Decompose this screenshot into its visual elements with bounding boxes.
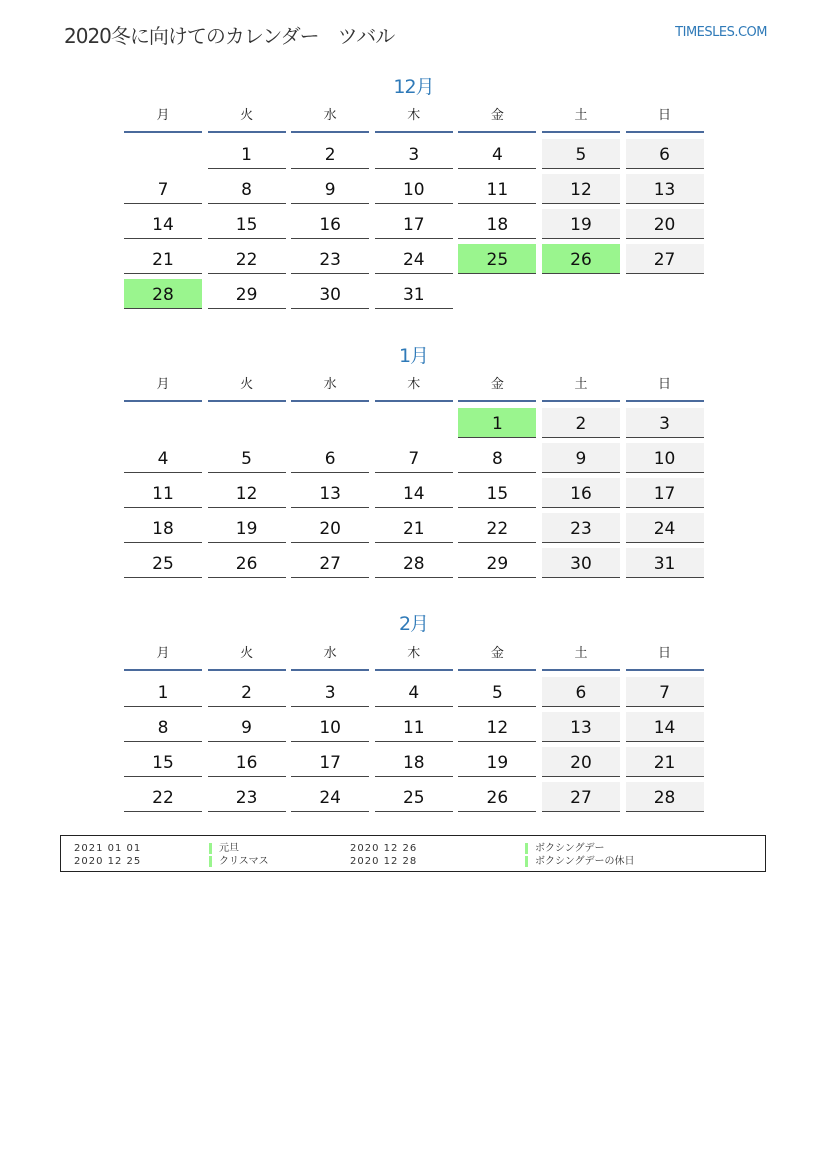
month-title: 1月 <box>398 345 429 367</box>
day-cell[interactable]: 18 <box>458 209 536 239</box>
day-cell[interactable]: 3 <box>626 408 704 438</box>
legend-date: 2020 12 28 <box>350 856 418 867</box>
day-cell[interactable]: 17 <box>626 478 704 508</box>
page-title: 2020冬に向けてのカレンダー ツバル <box>64 24 395 48</box>
holiday-legend <box>60 835 766 872</box>
day-cell[interactable]: 31 <box>375 279 453 309</box>
month-title: 2月 <box>398 613 429 635</box>
month-title: 12月 <box>393 76 434 98</box>
weekday-header: 木 <box>375 644 453 671</box>
day-cell[interactable]: 23 <box>291 244 369 274</box>
day-cell[interactable]: 14 <box>626 712 704 742</box>
empty-day-cell <box>542 279 620 309</box>
day-cell[interactable]: 20 <box>291 513 369 543</box>
day-cell[interactable]: 13 <box>291 478 369 508</box>
day-cell[interactable]: 9 <box>542 443 620 473</box>
day-cell[interactable]: 17 <box>375 209 453 239</box>
day-cell[interactable]: 26 <box>458 782 536 812</box>
weekday-header: 土 <box>542 644 620 671</box>
weekday-header: 水 <box>291 644 369 671</box>
month-grid <box>124 106 704 309</box>
day-cell[interactable]: 1 <box>208 139 286 169</box>
day-cell[interactable]: 22 <box>124 782 202 812</box>
month-grid <box>124 644 704 812</box>
day-cell[interactable]: 30 <box>542 548 620 578</box>
day-cell[interactable]: 6 <box>542 677 620 707</box>
weekday-header: 水 <box>291 106 369 133</box>
day-cell[interactable]: 21 <box>375 513 453 543</box>
day-cell[interactable]: 23 <box>208 782 286 812</box>
empty-day-cell <box>291 408 369 438</box>
legend-date: 2020 12 26 <box>350 843 418 854</box>
legend-holiday-name: ボクシングデー <box>525 843 605 854</box>
day-cell[interactable]: 26 <box>542 244 620 274</box>
day-cell[interactable]: 8 <box>124 712 202 742</box>
weekday-header: 水 <box>291 375 369 402</box>
empty-day-cell <box>626 279 704 309</box>
day-cell[interactable]: 11 <box>375 712 453 742</box>
day-cell[interactable]: 16 <box>542 478 620 508</box>
day-cell[interactable]: 8 <box>458 443 536 473</box>
weekday-header: 金 <box>458 375 536 402</box>
day-cell[interactable]: 6 <box>626 139 704 169</box>
day-cell[interactable]: 10 <box>626 443 704 473</box>
day-cell[interactable]: 25 <box>458 244 536 274</box>
empty-day-cell <box>124 408 202 438</box>
weekday-header: 金 <box>458 106 536 133</box>
day-cell[interactable]: 18 <box>124 513 202 543</box>
empty-day-cell <box>458 279 536 309</box>
day-cell[interactable]: 12 <box>542 174 620 204</box>
day-cell[interactable]: 22 <box>458 513 536 543</box>
day-cell[interactable]: 5 <box>542 139 620 169</box>
day-cell[interactable]: 27 <box>542 782 620 812</box>
day-cell[interactable]: 29 <box>208 279 286 309</box>
day-cell[interactable]: 15 <box>458 478 536 508</box>
day-cell[interactable]: 2 <box>291 139 369 169</box>
day-cell[interactable]: 19 <box>458 747 536 777</box>
day-cell[interactable]: 19 <box>542 209 620 239</box>
day-cell[interactable]: 10 <box>375 174 453 204</box>
day-cell[interactable]: 20 <box>542 747 620 777</box>
day-cell[interactable]: 28 <box>375 548 453 578</box>
weekday-header: 月 <box>124 644 202 671</box>
day-cell[interactable]: 20 <box>626 209 704 239</box>
day-cell[interactable]: 3 <box>375 139 453 169</box>
day-cell[interactable]: 14 <box>124 209 202 239</box>
day-cell[interactable]: 7 <box>626 677 704 707</box>
day-cell[interactable]: 9 <box>208 712 286 742</box>
day-cell[interactable]: 7 <box>375 443 453 473</box>
weekday-header: 土 <box>542 106 620 133</box>
legend-date: 2021 01 01 <box>74 843 142 854</box>
month-grid <box>124 375 704 578</box>
day-cell[interactable]: 27 <box>291 548 369 578</box>
day-cell[interactable]: 15 <box>124 747 202 777</box>
day-cell[interactable]: 25 <box>124 548 202 578</box>
legend-date: 2020 12 25 <box>74 856 142 867</box>
day-cell[interactable]: 11 <box>458 174 536 204</box>
day-cell[interactable]: 19 <box>208 513 286 543</box>
day-cell[interactable]: 3 <box>291 677 369 707</box>
day-cell[interactable]: 13 <box>542 712 620 742</box>
weekday-header: 火 <box>208 375 286 402</box>
day-cell[interactable]: 1 <box>124 677 202 707</box>
day-cell[interactable]: 30 <box>291 279 369 309</box>
day-cell[interactable]: 5 <box>458 677 536 707</box>
legend-holiday-name: クリスマス <box>209 856 269 867</box>
weekday-header: 土 <box>542 375 620 402</box>
day-cell[interactable]: 17 <box>291 747 369 777</box>
day-cell[interactable]: 31 <box>626 548 704 578</box>
day-cell[interactable]: 10 <box>291 712 369 742</box>
day-cell[interactable]: 4 <box>124 443 202 473</box>
day-cell[interactable]: 4 <box>458 139 536 169</box>
day-cell[interactable]: 9 <box>291 174 369 204</box>
day-cell[interactable]: 16 <box>208 747 286 777</box>
weekday-header: 木 <box>375 375 453 402</box>
empty-day-cell <box>124 139 202 169</box>
legend-holiday-name: ボクシングデーの休日 <box>525 856 635 867</box>
weekday-header: 日 <box>626 375 704 402</box>
legend-holiday-name: 元旦 <box>209 843 239 854</box>
day-cell[interactable]: 21 <box>626 747 704 777</box>
day-cell[interactable]: 28 <box>626 782 704 812</box>
day-cell[interactable]: 23 <box>542 513 620 543</box>
day-cell[interactable]: 28 <box>124 279 202 309</box>
day-cell[interactable]: 15 <box>208 209 286 239</box>
day-cell[interactable]: 18 <box>375 747 453 777</box>
day-cell[interactable]: 13 <box>626 174 704 204</box>
day-cell[interactable]: 22 <box>208 244 286 274</box>
weekday-header: 月 <box>124 375 202 402</box>
day-cell[interactable]: 12 <box>458 712 536 742</box>
day-cell[interactable]: 6 <box>291 443 369 473</box>
day-cell[interactable]: 24 <box>291 782 369 812</box>
day-cell[interactable]: 24 <box>626 513 704 543</box>
day-cell[interactable]: 21 <box>124 244 202 274</box>
weekday-header: 金 <box>458 644 536 671</box>
site-link[interactable]: TIMESLES.COM <box>675 25 767 40</box>
empty-day-cell <box>208 408 286 438</box>
day-cell[interactable]: 26 <box>208 548 286 578</box>
weekday-header: 火 <box>208 644 286 671</box>
day-cell[interactable]: 8 <box>208 174 286 204</box>
weekday-header: 日 <box>626 644 704 671</box>
empty-day-cell <box>375 408 453 438</box>
day-cell[interactable]: 12 <box>208 478 286 508</box>
day-cell[interactable]: 29 <box>458 548 536 578</box>
day-cell[interactable]: 24 <box>375 244 453 274</box>
day-cell[interactable]: 14 <box>375 478 453 508</box>
day-cell[interactable]: 7 <box>124 174 202 204</box>
day-cell[interactable]: 2 <box>542 408 620 438</box>
day-cell[interactable]: 27 <box>626 244 704 274</box>
day-cell[interactable]: 4 <box>375 677 453 707</box>
day-cell[interactable]: 25 <box>375 782 453 812</box>
day-cell[interactable]: 1 <box>458 408 536 438</box>
day-cell[interactable]: 5 <box>208 443 286 473</box>
weekday-header: 火 <box>208 106 286 133</box>
day-cell[interactable]: 16 <box>291 209 369 239</box>
weekday-header: 木 <box>375 106 453 133</box>
day-cell[interactable]: 2 <box>208 677 286 707</box>
weekday-header: 日 <box>626 106 704 133</box>
day-cell[interactable]: 11 <box>124 478 202 508</box>
weekday-header: 月 <box>124 106 202 133</box>
